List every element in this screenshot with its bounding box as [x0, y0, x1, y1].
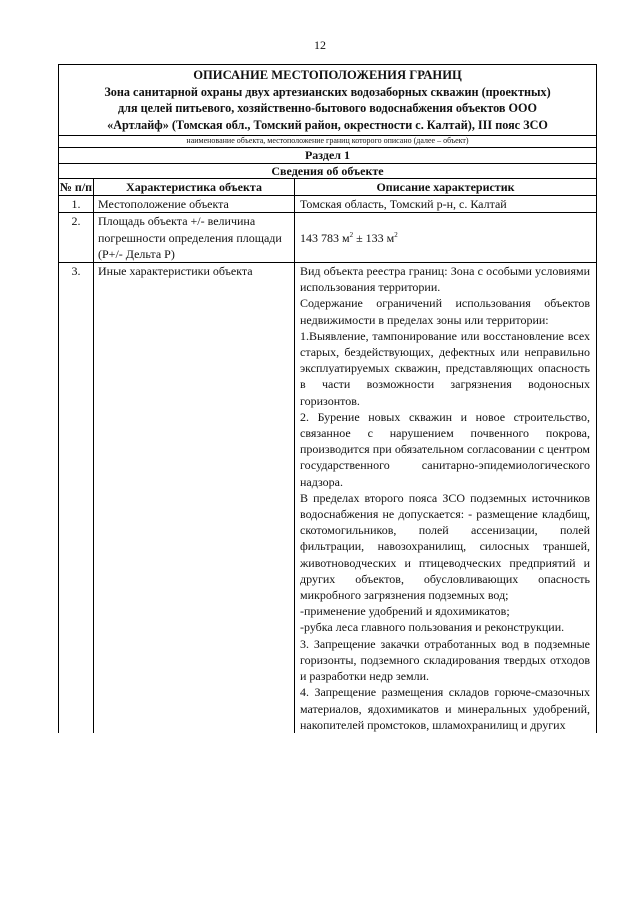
table-row [59, 263, 596, 733]
description-paragraph: -применение удобрений и ядохимикатов; [300, 604, 510, 619]
title-line-3: «Артлайф» (Томская обл., Томский район, окрестности с. Калтай), III пояс ЗСО [107, 117, 548, 132]
area-error-exponent: 2 [394, 230, 398, 239]
page-number: 12 [314, 38, 326, 52]
object-info-table [59, 178, 596, 733]
header-characteristic: Характеристика объекта [94, 179, 295, 196]
description-paragraph: 4. Запрещение размещения складов горюче-смазочных материалов, ядохимикатов и минеральных удобрений, накопителей промстоков, шламохранилищ и других [300, 685, 590, 732]
row-num: 3. [59, 263, 94, 733]
table-header-row [59, 179, 596, 196]
document-title: ОПИСАНИЕ МЕСТОПОЛОЖЕНИЯ ГРАНИЦ [193, 68, 462, 82]
document-form [58, 64, 597, 733]
area-value [295, 213, 597, 263]
row-num: 1. [59, 196, 94, 213]
section-title: Раздел 1 [59, 147, 596, 163]
table-row [59, 196, 596, 213]
description-paragraph: Содержание ограничений использования объектов недвижимости в пределах зоны или территории: [300, 296, 590, 327]
object-caption: наименование объекта, местоположение границ которого описано (далее – объект) [59, 135, 596, 147]
title-line-1: Зона санитарной охраны двух артезианских водозаборных скважин (проектных) [104, 84, 551, 99]
area-error: ± 133 м [353, 230, 395, 245]
row-characteristic: Местоположение объекта [94, 196, 295, 213]
row-description [295, 263, 597, 733]
description-paragraph: 1.Выявление, тампонирование или восстановление всех старых, бездействующих, дефектных или неправильно эксплуатируемых скважин, представляющих опасность в части возможности загрязнения водоносных горизонтов. [300, 328, 590, 408]
description-paragraph: В пределах второго пояса ЗСО подземных источников водоснабжения не допускается: - размещение кладбищ, скотомогильников, полей ассенизации, полей фильтрации, навозохранилищ, силосных траншей, животноводческих и птицеводческих предприятий и других объектов, обусловливающих опасность микробного загрязнения подземных вод; [300, 490, 590, 603]
area-unit-exponent: 2 [349, 230, 354, 239]
description-paragraph: 2. Бурение новых скважин и новое строительство, связанное с нарушением почвенного покрова, производится при обязательном согласовании с центром государственного санитарно-эпидемиологического надзора. [300, 409, 590, 489]
title-block [59, 64, 596, 135]
header-num: № п/п [59, 180, 93, 194]
row-characteristic: Площадь объекта +/- величина погрешности определения площади (Р+/- Дельта Р) [94, 213, 295, 263]
row-characteristic: Иные характеристики объекта [94, 263, 295, 733]
subsection-title: Сведения об объекте [59, 163, 596, 179]
description-paragraph: -рубка леса главного пользования и реконструкции. [300, 620, 565, 635]
header-description: Описание характеристик [295, 179, 597, 196]
row-num: 2. [59, 213, 94, 263]
description-paragraph: Вид объекта реестра границ: Зона с особыми условиями использования территории. [300, 264, 590, 295]
table-row [59, 213, 596, 263]
area-number: 143 783 м [300, 230, 350, 245]
row-description: Томская область, Томский р-н, с. Калтай [295, 196, 597, 213]
title-line-2: для целей питьевого, хозяйственно-бытового водоснабжения объектов ООО [118, 101, 537, 115]
description-paragraph: 3. Запрещение закачки отработанных вод в подземные горизонты, подземного складирования твердых отходов и разработки недр земли. [300, 636, 590, 684]
